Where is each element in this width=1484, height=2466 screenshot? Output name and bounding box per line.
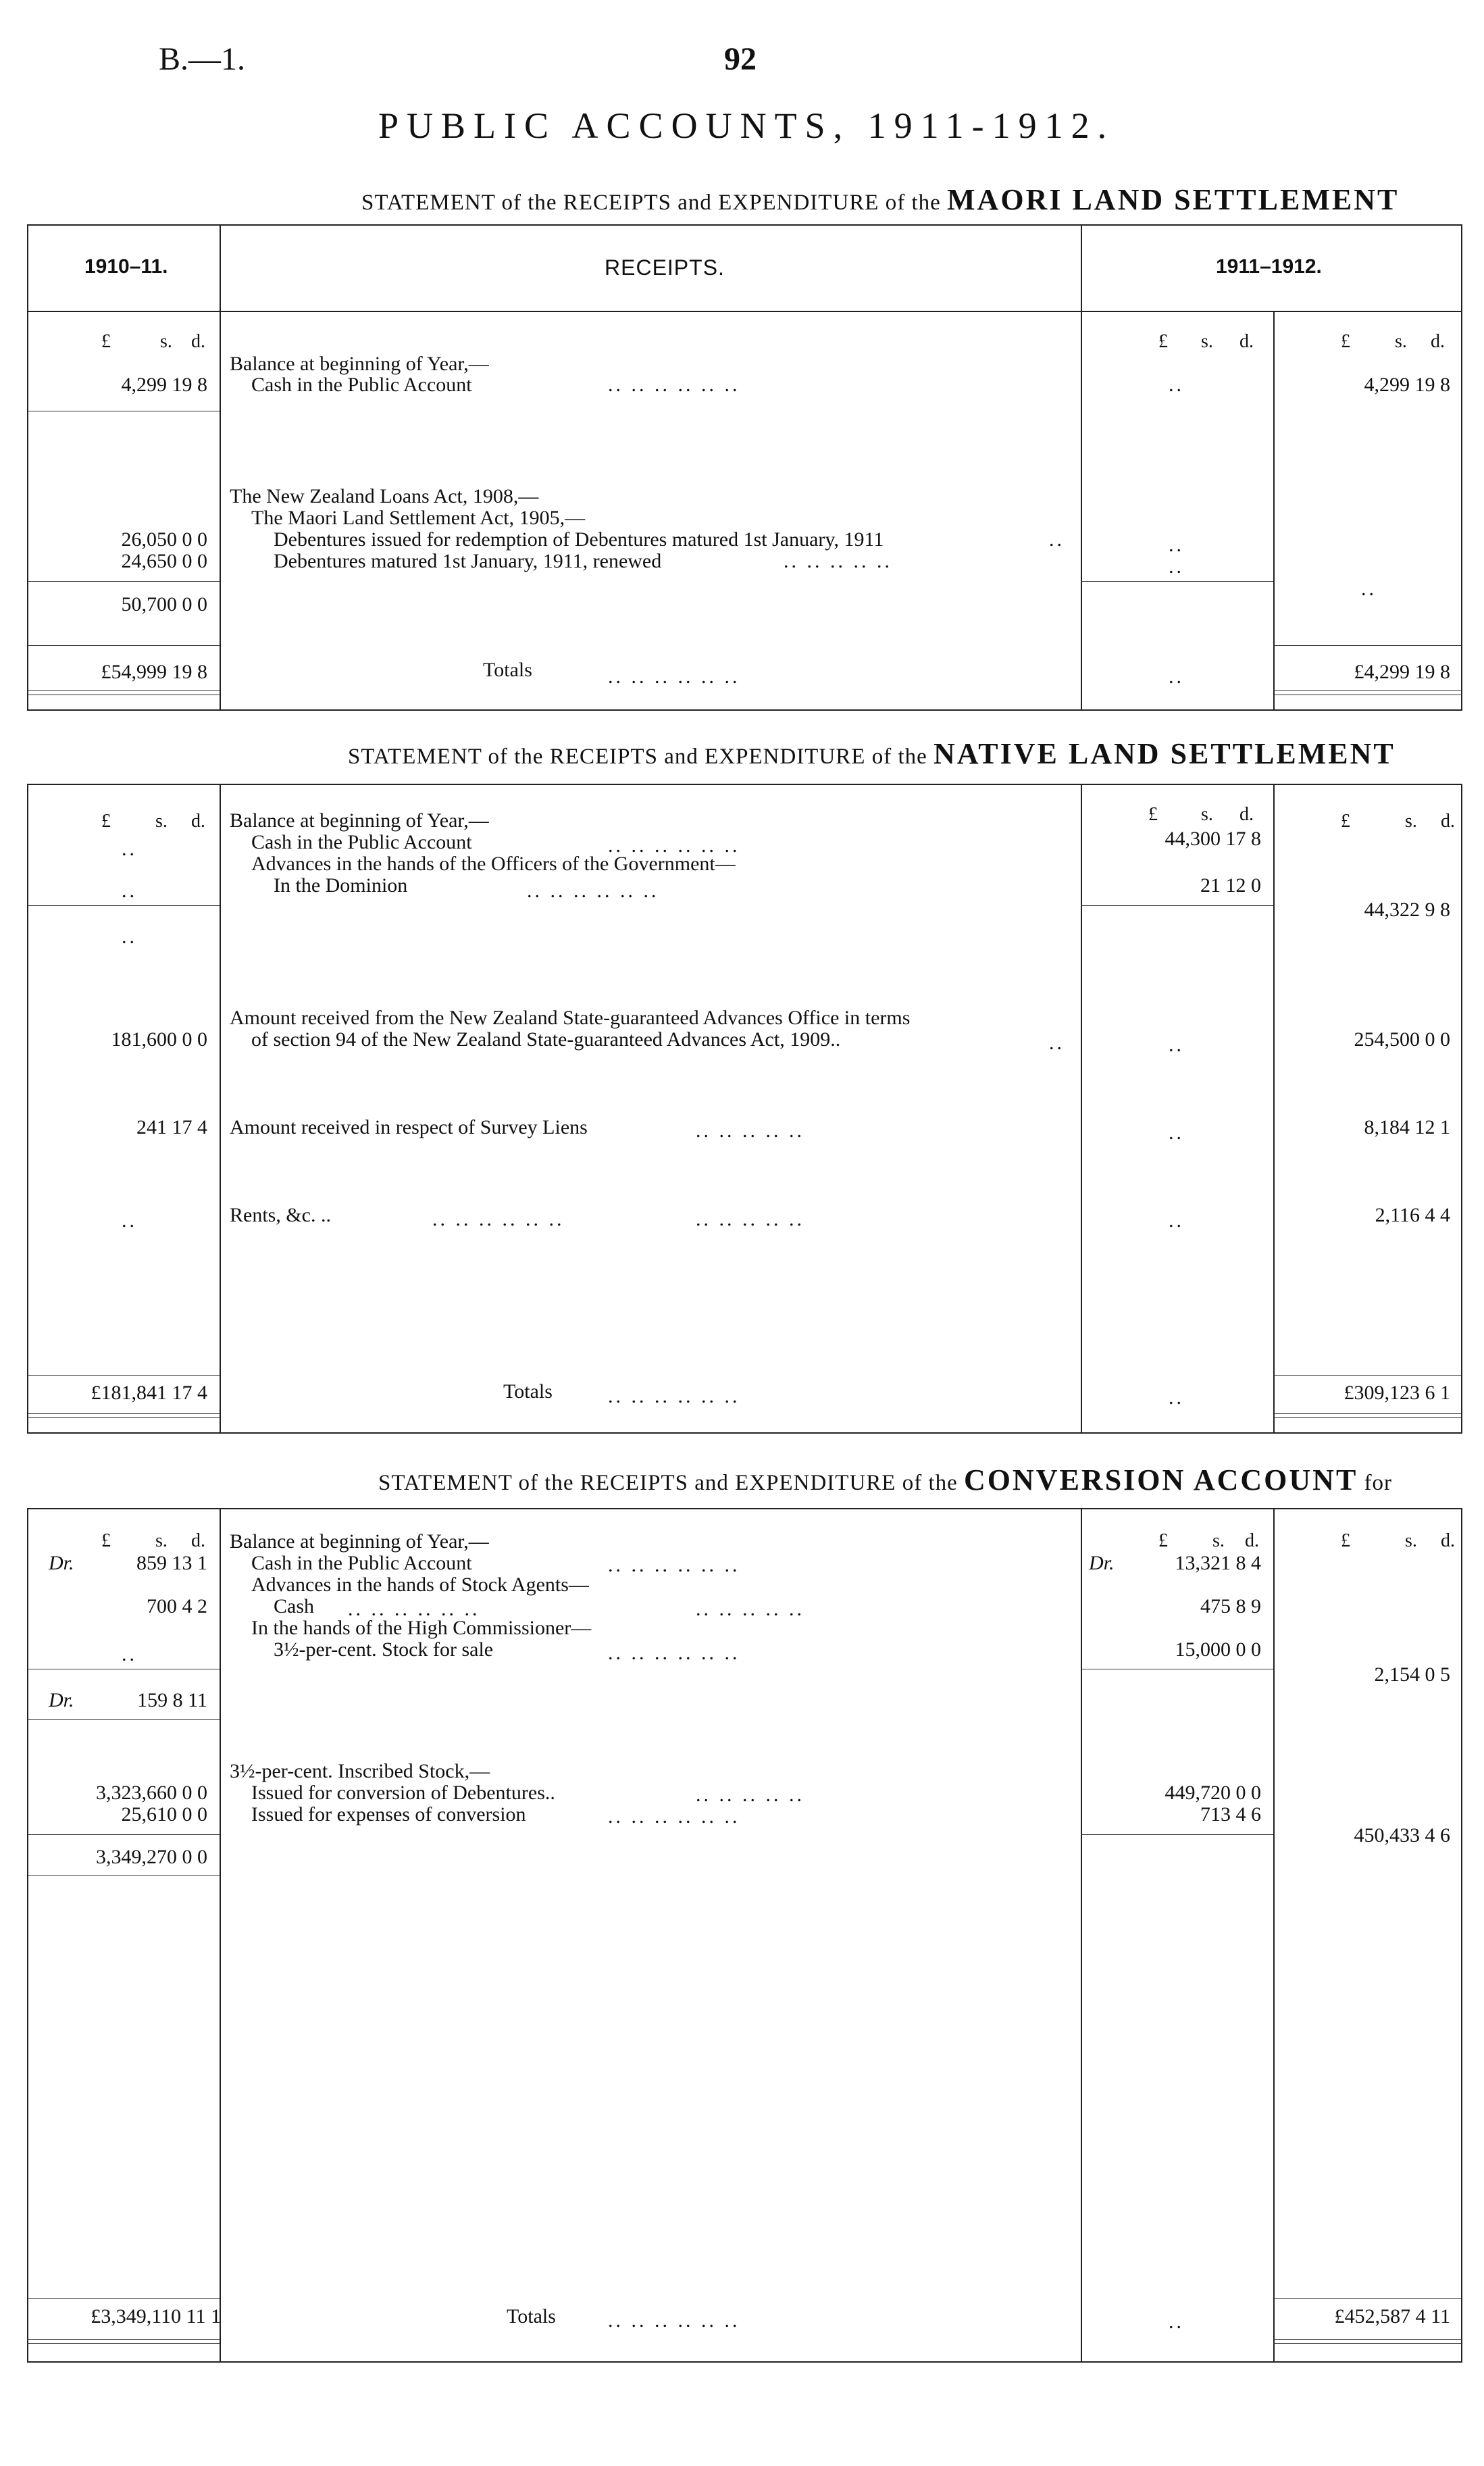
leader-dots: .. .. .. .. .. .. — [348, 1598, 480, 1620]
conversion-cash-mid: 13,321 8 4 — [1175, 1552, 1261, 1574]
unit-pence: d. — [191, 331, 205, 352]
native-balance-heading: Balance at beginning of Year,— — [230, 809, 489, 832]
maori-debentures-renewed-prev: 24,650 0 0 — [121, 550, 207, 572]
unit-pounds: £ — [101, 811, 111, 832]
unit-pence: d. — [1441, 811, 1455, 832]
unit-pence: d. — [1239, 804, 1254, 825]
conversion-statement-suffix: for — [1364, 1471, 1393, 1495]
unit-shillings: s. — [155, 1530, 168, 1551]
native-balance-curr: 44,322 9 8 — [1364, 899, 1450, 921]
native-dominion-label: In the Dominion — [274, 874, 408, 897]
page-number: 92 — [724, 41, 757, 77]
conversion-cash2-mid: 475 8 9 — [1200, 1595, 1261, 1617]
unit-shillings: s. — [1201, 331, 1213, 352]
native-rents-label: Rents, &c. .. — [230, 1204, 331, 1226]
native-cash-mid: 44,300 17 8 — [1165, 828, 1261, 850]
maori-balance-heading: Balance at beginning of Year,— — [230, 353, 489, 375]
unit-pounds: £ — [1148, 804, 1158, 825]
leader-dots: .. .. .. .. .. .. — [608, 2309, 740, 2332]
maori-debentures-redemption-prev: 26,050 0 0 — [121, 528, 207, 551]
unit-shillings: s. — [160, 331, 172, 352]
maori-cash-curr: 4,299 19 8 — [1364, 374, 1450, 396]
leader-dots: .. .. .. .. .. — [696, 1208, 804, 1230]
leader-dots: .. — [1049, 1032, 1065, 1054]
leader-dots: .. .. .. .. .. .. — [608, 834, 740, 857]
leader-dots: .. — [122, 1209, 137, 1232]
unit-pence: d. — [1441, 1530, 1455, 1551]
native-survey-curr: 8,184 12 1 — [1364, 1116, 1450, 1138]
leader-dots: .. — [122, 926, 137, 948]
maori-cash-prev: 4,299 19 8 — [121, 374, 207, 396]
native-advances-heading: Advances in the hands of the Officers of the Government— — [251, 853, 736, 875]
leader-dots: .. — [122, 838, 137, 860]
leader-dots: .. .. .. .. .. .. — [608, 374, 740, 396]
leader-dots: .. .. .. .. .. — [696, 1598, 804, 1620]
conversion-statement-title — [378, 1463, 1392, 1497]
leader-dots: .. — [1049, 528, 1065, 551]
native-statement-name: NATIVE LAND SETTLEMENT — [933, 737, 1396, 770]
unit-shillings: s. — [1201, 804, 1213, 825]
unit-shillings: s. — [1395, 331, 1407, 352]
unit-pence: d. — [1239, 331, 1254, 352]
maori-col-receipts: RECEIPTS. — [605, 255, 725, 280]
conversion-debit-marker: Dr. — [49, 1552, 74, 1574]
unit-pence: d. — [191, 811, 205, 832]
conversion-issued1-prev: 3,323,660 0 0 — [96, 1782, 207, 1804]
native-sga-line1: Amount received from the New Zealand State-guaranteed Advances Office in terms — [230, 1007, 911, 1029]
leader-dots: .. — [1169, 1386, 1184, 1409]
native-totals-label: Totals — [503, 1380, 553, 1403]
leader-dots: .. — [1169, 2311, 1184, 2333]
maori-col-prev-year: 1910–11. — [84, 255, 168, 278]
maori-statement-name: MAORI LAND SETTLEMENT — [947, 183, 1400, 216]
conversion-issued1-mid: 449,720 0 0 — [1165, 1782, 1261, 1804]
conversion-debit-marker: Dr. — [49, 1689, 74, 1711]
native-survey-prev: 241 17 4 — [136, 1116, 207, 1138]
conversion-balance-prev: 159 8 11 — [137, 1689, 207, 1711]
native-totals-curr: £309,123 6 1 — [1344, 1382, 1450, 1404]
conversion-cash-label: Cash in the Public Account — [251, 1552, 472, 1574]
leader-dots: .. .. .. .. .. .. — [608, 665, 740, 688]
leader-dots: .. .. .. .. .. .. — [608, 1385, 740, 1407]
maori-loans-subheading: The Maori Land Settlement Act, 1905,— — [251, 507, 586, 529]
unit-pence: d. — [1431, 331, 1445, 352]
conversion-stock-sale-label: 3½-per-cent. Stock for sale — [274, 1638, 494, 1661]
native-rents-curr: 2,116 4 4 — [1375, 1204, 1450, 1226]
native-statement-title — [348, 736, 1396, 771]
maori-cash-label: Cash in the Public Account — [251, 374, 472, 396]
leader-dots: .. .. .. .. .. .. — [608, 1805, 740, 1828]
maori-loans-total-prev: 50,700 0 0 — [121, 593, 207, 615]
unit-pounds: £ — [1158, 331, 1168, 352]
unit-shillings: s. — [1212, 1530, 1225, 1551]
unit-pounds: £ — [101, 331, 111, 352]
maori-debentures-renewed-label: Debentures matured 1st January, 1911, renewed — [274, 550, 662, 572]
leader-dots: .. .. .. .. .. .. — [432, 1208, 565, 1230]
native-totals-prev: £181,841 17 4 — [91, 1382, 207, 1404]
unit-pounds: £ — [101, 1530, 111, 1551]
conversion-statement-prefix: STATEMENT of the RECEIPTS and EXPENDITURE of the — [378, 1471, 958, 1495]
leader-dots: .. — [122, 880, 137, 902]
conversion-cash2-prev: 700 4 2 — [147, 1595, 207, 1617]
conversion-totals-prev: £3,349,110 11 1 — [91, 2305, 221, 2327]
unit-pence: d. — [1245, 1530, 1259, 1551]
conversion-balance-curr: 2,154 0 5 — [1374, 1663, 1450, 1686]
conversion-debit-marker: Dr. — [1089, 1552, 1115, 1574]
maori-totals-label: Totals — [483, 659, 532, 681]
conversion-balance-heading: Balance at beginning of Year,— — [230, 1530, 489, 1553]
unit-pounds: £ — [1158, 1530, 1168, 1551]
leader-dots: .. — [1169, 555, 1184, 578]
conversion-statement-name: CONVERSION ACCOUNT — [964, 1463, 1358, 1496]
document-reference: B.—1. — [159, 41, 246, 77]
unit-pounds: £ — [1341, 331, 1350, 352]
conversion-inscribed-heading: 3½-per-cent. Inscribed Stock,— — [230, 1760, 490, 1782]
maori-totals-prev: £54,999 19 8 — [101, 661, 207, 683]
maori-totals-curr: £4,299 19 8 — [1354, 661, 1450, 683]
conversion-issued-total-prev: 3,349,270 0 0 — [96, 1846, 207, 1868]
conversion-issued2-mid: 713 4 6 — [1200, 1803, 1261, 1826]
unit-pounds: £ — [1341, 1530, 1350, 1551]
native-cash-label: Cash in the Public Account — [251, 831, 472, 853]
conversion-stock-sale-mid: 15,000 0 0 — [1175, 1638, 1261, 1661]
native-sga-line2: of section 94 of the New Zealand State-guaranteed Advances Act, 1909.. — [251, 1028, 841, 1051]
leader-dots: .. — [1169, 374, 1184, 396]
leader-dots: .. — [1169, 665, 1184, 688]
maori-col-curr-year: 1911–1912. — [1216, 255, 1322, 278]
leader-dots: .. .. .. .. .. — [696, 1119, 804, 1142]
unit-shillings: s. — [1405, 811, 1417, 832]
maori-statement-title — [361, 182, 1399, 217]
conversion-totals-curr: £452,587 4 11 — [1334, 2305, 1450, 2327]
conversion-issued2-prev: 25,610 0 0 — [121, 1803, 207, 1826]
native-sga-prev: 181,600 0 0 — [111, 1028, 207, 1051]
conversion-cash2-label: Cash — [274, 1595, 314, 1617]
maori-debentures-redemption-label: Debentures issued for redemption of Debentures matured 1st January, 1911 — [274, 528, 884, 551]
native-survey-label: Amount received in respect of Survey Liens — [230, 1116, 588, 1138]
conversion-issued1-label: Issued for conversion of Debentures.. — [251, 1782, 555, 1804]
leader-dots: .. .. .. .. .. .. — [608, 1642, 740, 1664]
unit-pence: d. — [191, 1530, 205, 1551]
leader-dots: .. .. .. .. .. — [784, 550, 892, 572]
leader-dots: .. .. .. .. .. .. — [527, 880, 659, 902]
native-statement-prefix: STATEMENT of the RECEIPTS and EXPENDITURE of the — [348, 745, 927, 769]
leader-dots: .. — [1169, 534, 1184, 556]
leader-dots: .. .. .. .. .. .. — [608, 1554, 740, 1576]
maori-loans-heading: The New Zealand Loans Act, 1908,— — [230, 485, 539, 507]
leader-dots: .. — [1169, 1122, 1184, 1144]
leader-dots: .. .. .. .. .. — [696, 1784, 804, 1806]
native-sga-curr: 254,500 0 0 — [1354, 1028, 1450, 1051]
conversion-high-commissioner-heading: In the hands of the High Commissioner— — [251, 1617, 592, 1639]
leader-dots: .. — [1169, 1209, 1184, 1232]
conversion-issued-total-curr: 450,433 4 6 — [1354, 1824, 1450, 1846]
leader-dots: .. — [122, 1643, 137, 1665]
unit-shillings: s. — [155, 811, 168, 832]
conversion-totals-label: Totals — [507, 2305, 556, 2327]
unit-pounds: £ — [1341, 811, 1350, 832]
leader-dots: .. — [1169, 1034, 1184, 1056]
leader-dots: .. — [1361, 578, 1377, 600]
native-dominion-mid: 21 12 0 — [1200, 874, 1261, 897]
conversion-cash-prev: 859 13 1 — [136, 1552, 207, 1574]
unit-shillings: s. — [1405, 1530, 1417, 1551]
maori-statement-prefix: STATEMENT of the RECEIPTS and EXPENDITURE of the — [361, 191, 941, 215]
conversion-stock-agents-heading: Advances in the hands of Stock Agents— — [251, 1574, 589, 1596]
conversion-issued2-label: Issued for expenses of conversion — [251, 1803, 526, 1826]
page-title: PUBLIC ACCOUNTS, 1911-1912. — [378, 105, 1115, 146]
